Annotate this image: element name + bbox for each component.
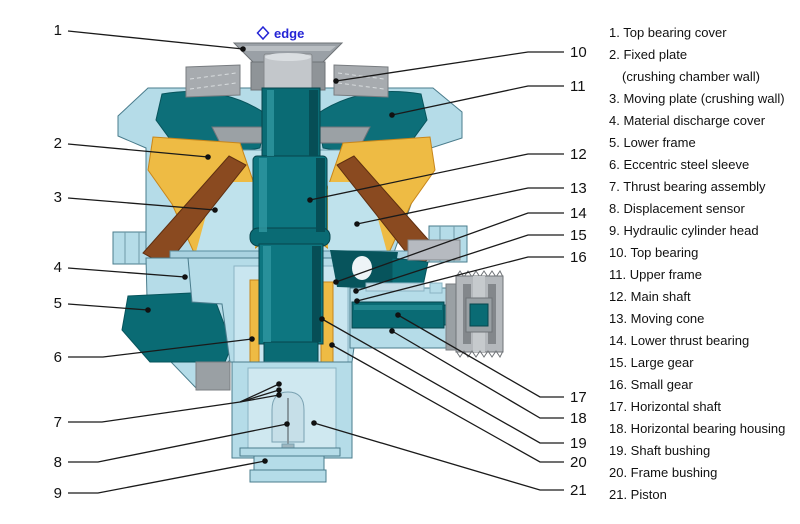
- leader-dot: [319, 316, 325, 322]
- callout-21: [311, 420, 586, 499]
- main-shaft: [250, 88, 330, 382]
- legend-item: 12. Main shaft: [609, 289, 691, 304]
- legend-item: 21. Piston: [609, 487, 667, 502]
- leader-dot: [333, 78, 339, 84]
- leader-dot: [284, 421, 290, 427]
- legend-item: 20. Frame bushing: [609, 465, 718, 480]
- leader-line: [332, 345, 564, 462]
- leader-dot: [354, 221, 360, 227]
- callout-number: 19: [570, 435, 587, 452]
- callout-1: [54, 22, 246, 52]
- callout-number: 2: [53, 135, 62, 152]
- legend-item: 10. Top bearing: [609, 245, 699, 260]
- legend-item: 4. Material discharge cover: [609, 113, 766, 128]
- callout-number: 20: [570, 454, 587, 471]
- leader-dot: [205, 154, 211, 160]
- leader-dot: [276, 387, 282, 393]
- callout-9: [54, 458, 268, 502]
- counterweight-block: [408, 240, 460, 260]
- callout-number: 8: [53, 454, 62, 471]
- callout-number: 14: [570, 205, 587, 222]
- legend-item: 19. Shaft bushing: [609, 443, 711, 458]
- leader-dot: [240, 46, 246, 52]
- leader-dot: [262, 458, 268, 464]
- legend-item: 1. Top bearing cover: [609, 25, 727, 40]
- legend-item: 14. Lower thrust bearing: [609, 333, 750, 348]
- callout-number: 10: [570, 44, 587, 61]
- callout-number: 9: [53, 485, 62, 502]
- callout-number: 17: [570, 389, 587, 406]
- watermark: [258, 26, 305, 41]
- legend-item: 16. Small gear: [609, 377, 693, 392]
- leader-dot: [311, 420, 317, 426]
- leader-dot: [354, 298, 360, 304]
- cylinder-bottom-plate: [240, 448, 340, 456]
- callout-number: 21: [570, 482, 587, 499]
- leader-dot: [276, 381, 282, 387]
- feed-hopper: [234, 43, 342, 90]
- callout-number: 15: [570, 227, 587, 244]
- leader-dot: [389, 112, 395, 118]
- legend-item: 2. Fixed plate: [609, 47, 688, 62]
- callout-number: 7: [53, 414, 62, 431]
- legend-item: 5. Lower frame: [609, 135, 696, 150]
- callout-number: 16: [570, 249, 587, 266]
- parts-legend: [609, 22, 799, 506]
- leader-line: [68, 461, 265, 493]
- leader-dot: [182, 274, 188, 280]
- callout-number: 3: [53, 189, 62, 206]
- leader-dot: [395, 312, 401, 318]
- legend-item: (crushing chamber wall): [622, 69, 760, 84]
- callout-number: 4: [53, 259, 62, 276]
- legend-item: 6. Eccentric steel sleeve: [609, 157, 750, 172]
- legend-item: 8. Displacement sensor: [609, 201, 745, 216]
- callout-number: 11: [570, 78, 586, 95]
- callout-number: 13: [570, 180, 587, 197]
- leader-line: [68, 31, 243, 49]
- leader-dot: [307, 197, 313, 203]
- leader-dot: [353, 288, 359, 294]
- leader-dot: [329, 342, 335, 348]
- legend-item: 17. Horizontal shaft: [609, 399, 722, 414]
- belt-pulley: [456, 271, 503, 357]
- edge-icon: [258, 27, 269, 39]
- callout-number: 5: [53, 295, 62, 312]
- legend-item: 15. Large gear: [609, 355, 694, 370]
- callout-number: 12: [570, 146, 587, 163]
- leader-dot: [389, 328, 395, 334]
- legend-item: 13. Moving cone: [609, 311, 705, 326]
- callout-number: 1: [53, 22, 62, 39]
- leader-dot: [276, 392, 282, 398]
- leader-dot: [145, 307, 151, 313]
- leader-dot: [212, 207, 218, 213]
- legend-item: 9. Hydraulic cylinder head: [609, 223, 759, 238]
- callout-number: 18: [570, 410, 587, 427]
- callout-number: 6: [53, 349, 62, 366]
- legend-item: 11. Upper frame: [609, 267, 702, 282]
- leader-dot: [249, 336, 255, 342]
- legend-item: 7. Thrust bearing assembly: [609, 179, 766, 194]
- callout-20: [329, 342, 586, 471]
- legend-item: 18. Horizontal bearing housing: [609, 421, 786, 436]
- leader-dot: [333, 279, 339, 285]
- watermark-label: edge: [274, 26, 305, 41]
- legend-item: 3. Moving plate (crushing wall): [609, 91, 785, 106]
